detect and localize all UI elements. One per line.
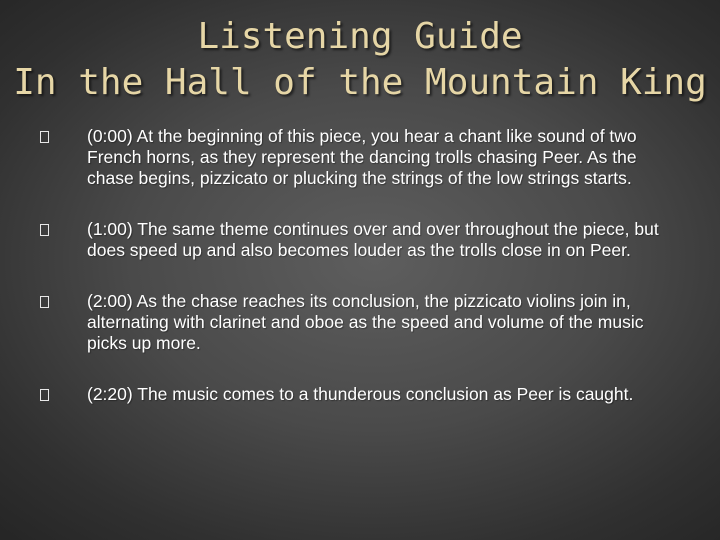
bullet-text: (2:20) The music comes to a thunderous conclusion as Peer is caught. xyxy=(87,384,634,404)
bullet-item xyxy=(40,384,685,405)
slide-title-line-2: In the Hall of the Mountain King xyxy=(13,62,707,103)
slide-title xyxy=(0,14,720,106)
square-bullet-icon xyxy=(40,131,49,143)
slide-title-line-1: Listening Guide xyxy=(197,16,523,57)
square-bullet-icon xyxy=(40,389,49,401)
bullet-text: (0:00) At the beginning of this piece, you hear a chant like sound of two French horns, as they represent the dancing trolls chasing Peer. As the chase begins, pizzicato or plucking the strings of the low strings starts. xyxy=(87,126,637,188)
bullet-list xyxy=(40,126,685,435)
square-bullet-icon xyxy=(40,224,49,236)
bullet-text: (1:00) The same theme continues over and over throughout the piece, but does speed up and also becomes louder as the trolls close in on Peer. xyxy=(87,219,659,260)
bullet-item xyxy=(40,126,685,189)
bullet-item xyxy=(40,219,685,261)
bullet-item xyxy=(40,291,685,354)
bullet-text: (2:00) As the chase reaches its conclusion, the pizzicato violins join in, alternating with clarinet and oboe as the speed and volume of the music picks up more. xyxy=(87,291,644,353)
square-bullet-icon xyxy=(40,296,49,308)
